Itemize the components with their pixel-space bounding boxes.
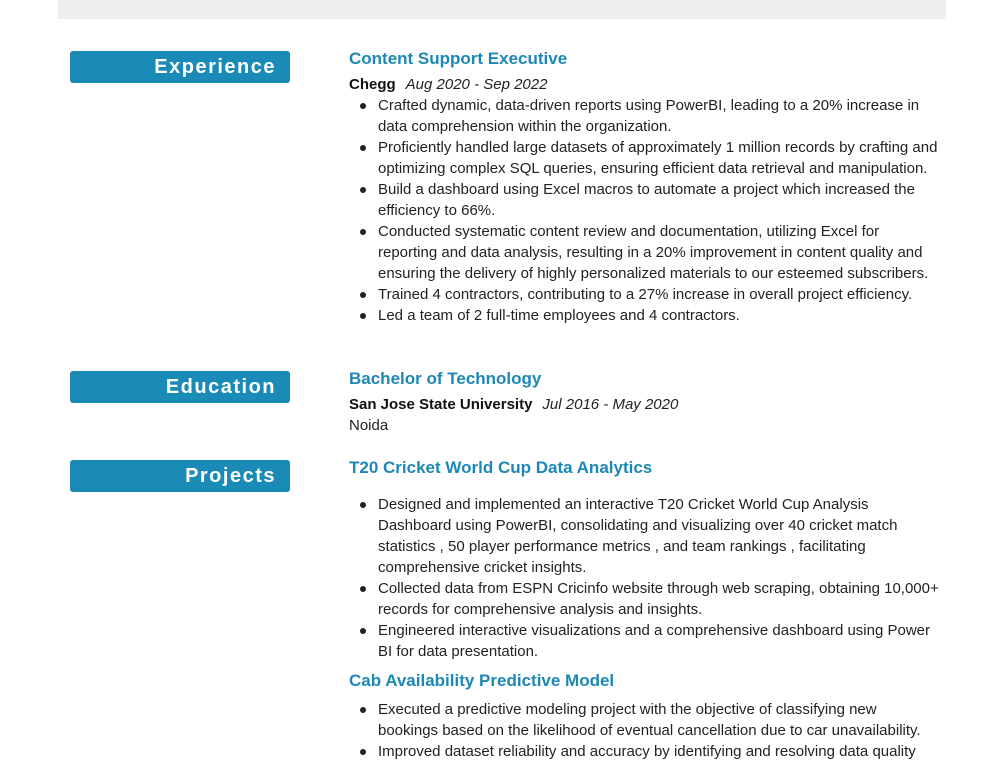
header-band <box>58 0 946 19</box>
list-item: Executed a predictive modeling project with the objective of classifying new bookings based on the likelihood of eventual cancellation due to car unavailability. <box>349 699 939 741</box>
list-item: Engineered interactive visualizations and a comprehensive dashboard using Power BI for data presentation. <box>349 620 939 662</box>
education-dates: Jul 2016 - May 2020 <box>542 396 679 413</box>
education-location: Noida <box>349 417 389 434</box>
project-bullets <box>349 494 939 662</box>
projects-section <box>349 457 939 762</box>
list-item: Designed and implemented an interactive T20 Cricket World Cup Analysis Dashboard using PowerBI, consolidating and visualizing over 40 cricket match statistics , 50 player performance metrics , and team rankings , facilitating comprehensive cricket insights. <box>349 494 939 578</box>
education-meta <box>349 394 939 415</box>
job-meta <box>349 74 939 95</box>
list-item: Trained 4 contractors, contributing to a 27% increase in overall project efficiency. <box>349 284 939 305</box>
job-title: Content Support Executive <box>349 49 568 68</box>
list-item: Build a dashboard using Excel macros to automate a project which increased the efficiency to 66%. <box>349 179 939 221</box>
experience-bullets <box>349 95 939 326</box>
section-label-experience: Experience <box>70 51 290 83</box>
experience-section <box>349 48 939 326</box>
list-item: Improved dataset reliability and accuracy by identifying and resolving data quality <box>349 741 939 762</box>
project-title: T20 Cricket World Cup Data Analytics <box>349 458 653 477</box>
section-label-projects: Projects <box>70 460 290 492</box>
job-dates: Aug 2020 - Sep 2022 <box>405 76 548 93</box>
section-label-education: Education <box>70 371 290 403</box>
university-name: San Jose State University <box>349 396 533 413</box>
degree-title: Bachelor of Technology <box>349 369 542 388</box>
list-item: Collected data from ESPN Cricinfo website through web scraping, obtaining 10,000+ records for comprehensive analysis and insights. <box>349 578 939 620</box>
list-item: Crafted dynamic, data-driven reports using PowerBI, leading to a 20% increase in data comprehension within the organization. <box>349 95 939 137</box>
list-item: Led a team of 2 full-time employees and 4 contractors. <box>349 305 939 326</box>
list-item: Conducted systematic content review and documentation, utilizing Excel for reporting and data analysis, resulting in a 20% improvement in content quality and ensuring the delivery of highly personalized materials to our esteemed subscribers. <box>349 221 939 284</box>
list-item: Proficiently handled large datasets of approximately 1 million records by crafting and optimizing complex SQL queries, ensuring efficient data retrieval and manipulation. <box>349 137 939 179</box>
project-title: Cab Availability Predictive Model <box>349 671 615 690</box>
education-section <box>349 368 939 436</box>
company-name: Chegg <box>349 76 396 93</box>
project-bullets <box>349 699 939 762</box>
